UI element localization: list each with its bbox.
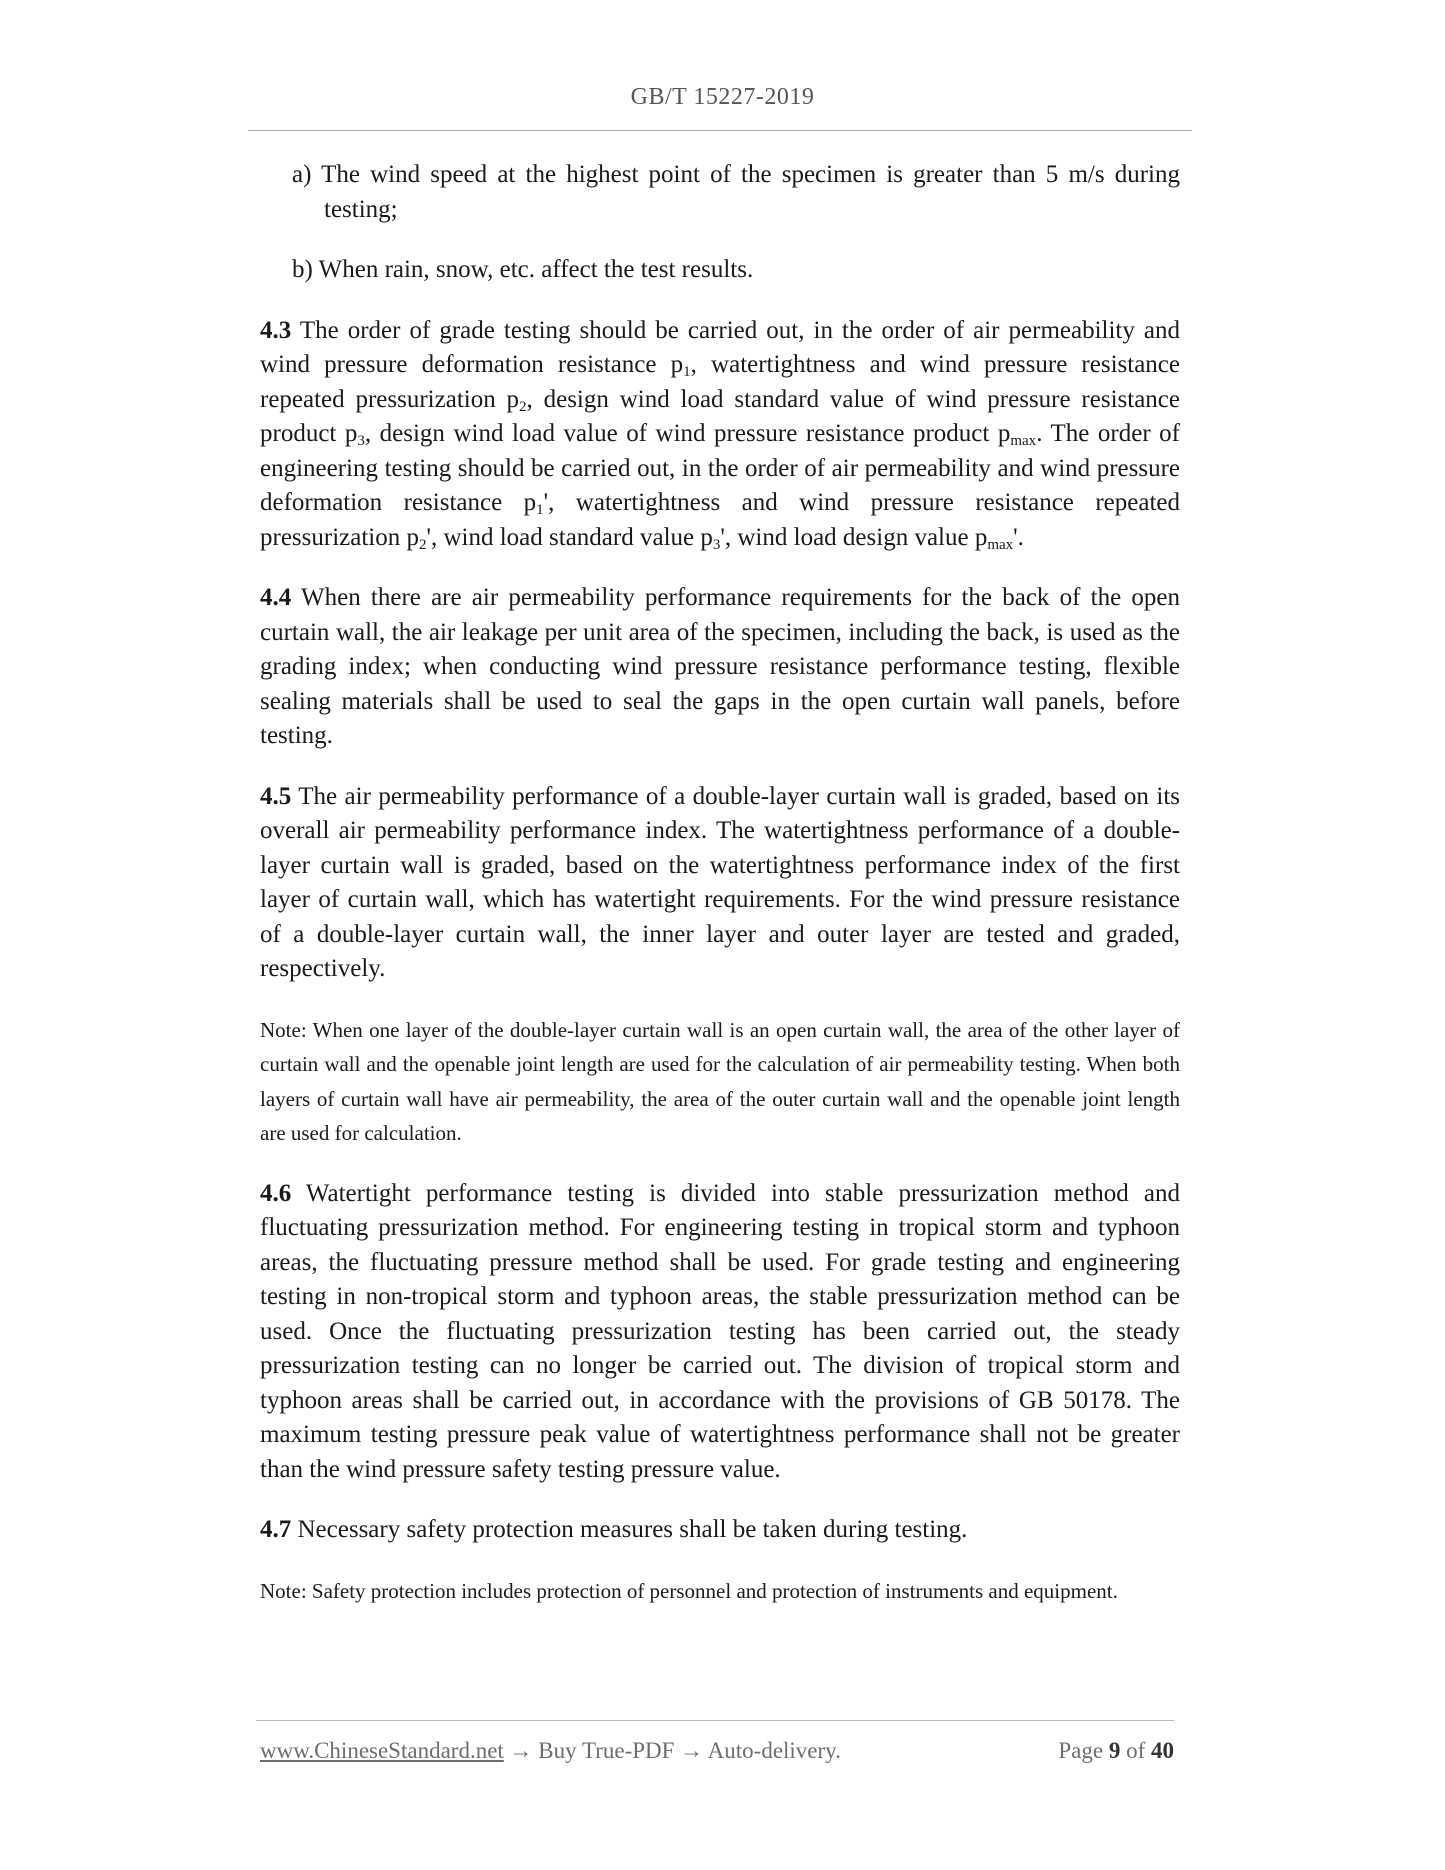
promo-text: → Buy True-PDF → Auto-delivery. (503, 1738, 841, 1763)
clause-number: 4.7 (260, 1516, 292, 1543)
subscript: 3 (712, 536, 721, 553)
subscript: max (987, 536, 1014, 553)
clause-4-6 (260, 1177, 1180, 1488)
clause-text: ', wind load standard value p (426, 523, 713, 551)
clause-4-4 (260, 581, 1180, 754)
list-item-a: a) The wind speed at the highest point of the specimen is greater than 5 m/s during testing; (292, 161, 1180, 223)
clause-text: , watertightness and wind pressure resistance repeated pressurization p (260, 351, 1180, 413)
clause-4-5 (260, 780, 1180, 987)
footer-promo (260, 1738, 841, 1764)
site-link[interactable]: www.ChineseStandard.net (260, 1738, 504, 1763)
clause-text: . The order of engineering testing should be carried out, in the order of air permeability and wind pressure deformation resistance p (260, 420, 1180, 516)
document-body (260, 158, 1180, 1634)
clause-number: 4.6 (260, 1179, 292, 1207)
clause-number: 4.4 (260, 584, 292, 611)
clause-text: '. (1013, 523, 1024, 551)
clause-number: 4.3 (260, 316, 292, 344)
note-4-7: Note: Safety protection includes protection of personnel and protection of instruments and equipment. (260, 1578, 1118, 1603)
clause-4-7 (260, 1513, 1180, 1548)
of-label: of (1120, 1738, 1151, 1763)
subscript: 1 (536, 502, 544, 518)
page-label: Page (1058, 1738, 1109, 1763)
clause-text: Watertight performance testing is divided into stable pressurization method and fluctuating pressurization method. For engineering testing in tropical storm and typhoon areas, the fluctuating pressure method shall be used. For grade testing and engineering testing in non-tropical storm and typhoon areas, the stable pressurization method can be used. Once the fluctuating pressurization testing has been carried out, the steady pressurization testing can no longer be carried out. The division of tropical storm and typhoon areas shall be carried out, in accordance with the provisions of GB 50178. The maximum testing pressure peak value of watertightness performance shall not be greater than the wind pressure safety testing pressure value. (260, 1179, 1180, 1483)
clause-number: 4.5 (260, 782, 292, 810)
clause-text: ', watertightness and wind pressure resistance repeated pressurization p (260, 489, 1180, 551)
list-item-b: b) When rain, snow, etc. affect the test results. (292, 256, 754, 283)
clause-text: , design wind load value of wind pressure resistance product p (364, 420, 1011, 447)
header-divider (248, 130, 1192, 131)
subscript: 2 (418, 536, 427, 553)
total-pages: 40 (1151, 1738, 1174, 1763)
clause-text: Necessary safety protection measures shall be taken during testing. (291, 1516, 968, 1543)
subscript: max (1010, 433, 1037, 449)
note-4-5: Note: When one layer of the double-layer curtain wall is an open curtain wall, the area of the other layer of curtain wall and the openable joint length are used for the calculation of air permeability testing. When both layers of curtain wall have air permeability, the area of the outer curtain wall and the openable joint length are used for calculation. (260, 1017, 1180, 1145)
clause-text: The air permeability performance of a double-layer curtain wall is graded, based on its overall air permeability performance index. The watertightness performance of a double-layer curtain wall is graded, based on the watertightness performance index of the first layer of curtain wall, which has watertight requirements. For the wind pressure resistance of a double-layer curtain wall, the inner layer and outer layer are tested and graded, respectively. (260, 782, 1180, 982)
clause-text: ', wind load design value p (720, 523, 988, 551)
page-number (1058, 1738, 1174, 1764)
clause-text: When there are air permeability performance requirements for the back of the open curtain wall, the air leakage per unit area of the specimen, including the back, is used as the grading index; when conducting wind pressure resistance performance testing, flexible sealing materials shall be used to seal the gaps in the open curtain wall panels, before testing. (260, 584, 1180, 749)
current-page: 9 (1108, 1738, 1121, 1763)
subscript: 1 (683, 364, 691, 380)
subscript: 2 (519, 398, 527, 415)
subscript: 3 (357, 433, 365, 449)
doc-header: GB/T 15227-2019 (630, 84, 815, 110)
clause-text: , design wind load standard value of wind pressure resistance product p (260, 385, 1180, 447)
clause-4-3 (260, 314, 1180, 556)
clause-text: The order of grade testing should be carried out, in the order of air permeability and wind pressure deformation resistance p (260, 316, 1180, 378)
footer-divider (256, 1720, 1174, 1721)
